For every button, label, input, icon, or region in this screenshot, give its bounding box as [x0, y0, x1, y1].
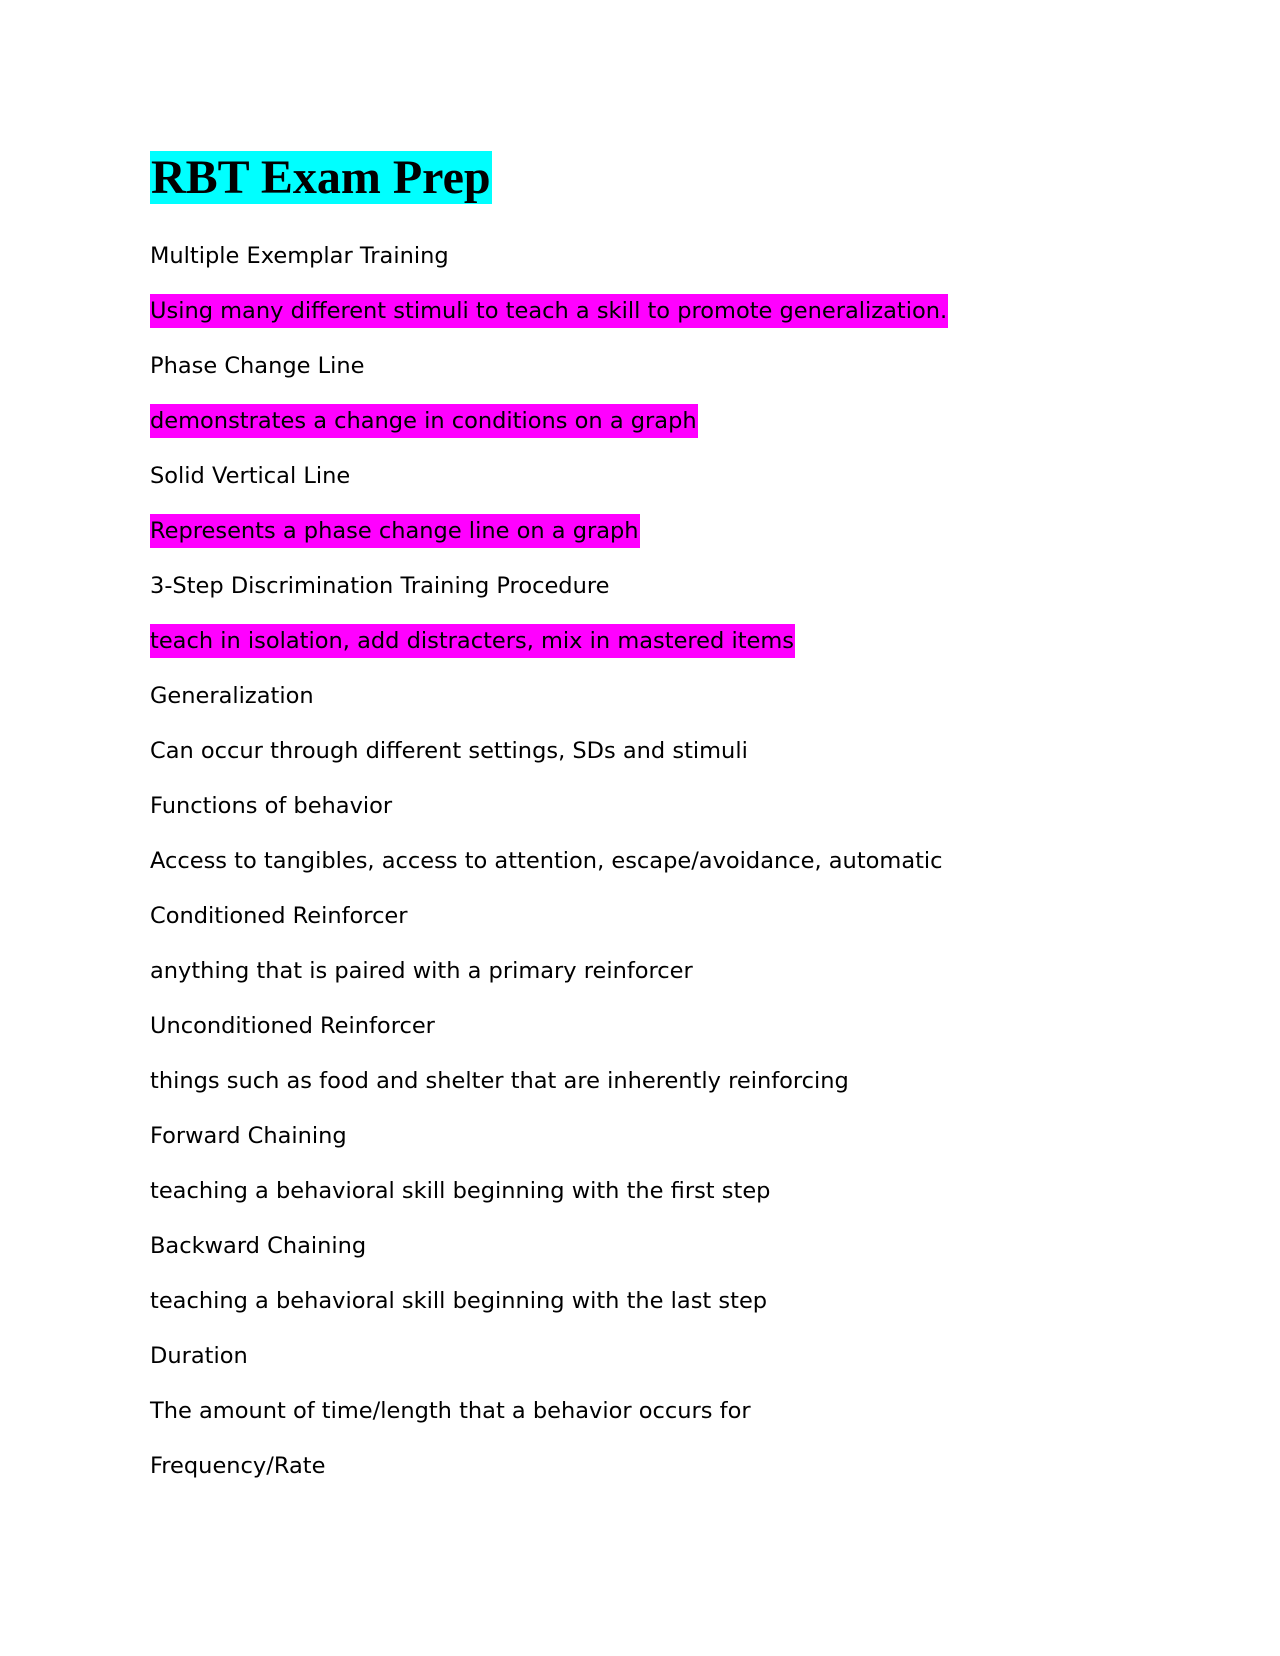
note-line	[150, 1109, 1230, 1164]
note-line-text: Using many different stimuli to teach a skill to promote generalization.	[150, 294, 948, 328]
note-line-text: teaching a behavioral skill beginning with the first step	[150, 1178, 771, 1204]
note-line-text: anything that is paired with a primary reinforcer	[150, 958, 693, 984]
note-line-text: Generalization	[150, 683, 314, 709]
note-line	[150, 1329, 1230, 1384]
note-line	[150, 229, 1230, 284]
note-line-text: teaching a behavioral skill beginning with the last step	[150, 1288, 768, 1314]
note-line	[150, 669, 1230, 724]
note-line-text: Solid Vertical Line	[150, 463, 351, 489]
note-line	[150, 1164, 1230, 1219]
note-line	[150, 779, 1230, 834]
note-line-text: Represents a phase change line on a graph	[150, 514, 640, 548]
definition-line-highlighted	[150, 284, 1230, 339]
note-line-text: demonstrates a change in conditions on a graph	[150, 404, 698, 438]
note-line	[150, 449, 1230, 504]
note-line	[150, 889, 1230, 944]
note-lines	[150, 229, 1230, 1494]
note-line-text: Multiple Exemplar Training	[150, 243, 449, 269]
note-line-text: teach in isolation, add distracters, mix in mastered items	[150, 624, 795, 658]
note-line-text: Forward Chaining	[150, 1123, 347, 1149]
note-line-text: Duration	[150, 1343, 248, 1369]
note-line	[150, 944, 1230, 999]
note-line	[150, 1439, 1230, 1494]
note-line	[150, 559, 1230, 614]
definition-line-highlighted	[150, 614, 1230, 669]
note-line	[150, 1219, 1230, 1274]
note-line	[150, 834, 1230, 889]
note-line-text: Frequency/Rate	[150, 1453, 326, 1479]
note-line-text: 3-Step Discrimination Training Procedure	[150, 573, 610, 599]
note-line-text: The amount of time/length that a behavior occurs for	[150, 1398, 751, 1424]
note-line-text: Functions of behavior	[150, 793, 393, 819]
note-line-text: Conditioned Reinforcer	[150, 903, 408, 929]
note-line-text: things such as food and shelter that are inherently reinforcing	[150, 1068, 849, 1094]
note-line	[150, 339, 1230, 394]
note-line-text: Can occur through different settings, SDs and stimuli	[150, 738, 748, 764]
page-title-text: RBT Exam Prep	[151, 151, 491, 204]
note-line-text: Backward Chaining	[150, 1233, 367, 1259]
definition-line-highlighted	[150, 394, 1230, 449]
note-line	[150, 999, 1230, 1054]
note-line	[150, 1384, 1230, 1439]
note-line	[150, 1054, 1230, 1109]
note-line-text: Access to tangibles, access to attention, escape/avoidance, automatic	[150, 848, 943, 874]
note-line	[150, 724, 1230, 779]
note-line	[150, 1274, 1230, 1329]
definition-line-highlighted	[150, 504, 1230, 559]
note-line-text: Unconditioned Reinforcer	[150, 1013, 435, 1039]
note-line-text: Phase Change Line	[150, 353, 365, 379]
page-title	[150, 149, 492, 207]
